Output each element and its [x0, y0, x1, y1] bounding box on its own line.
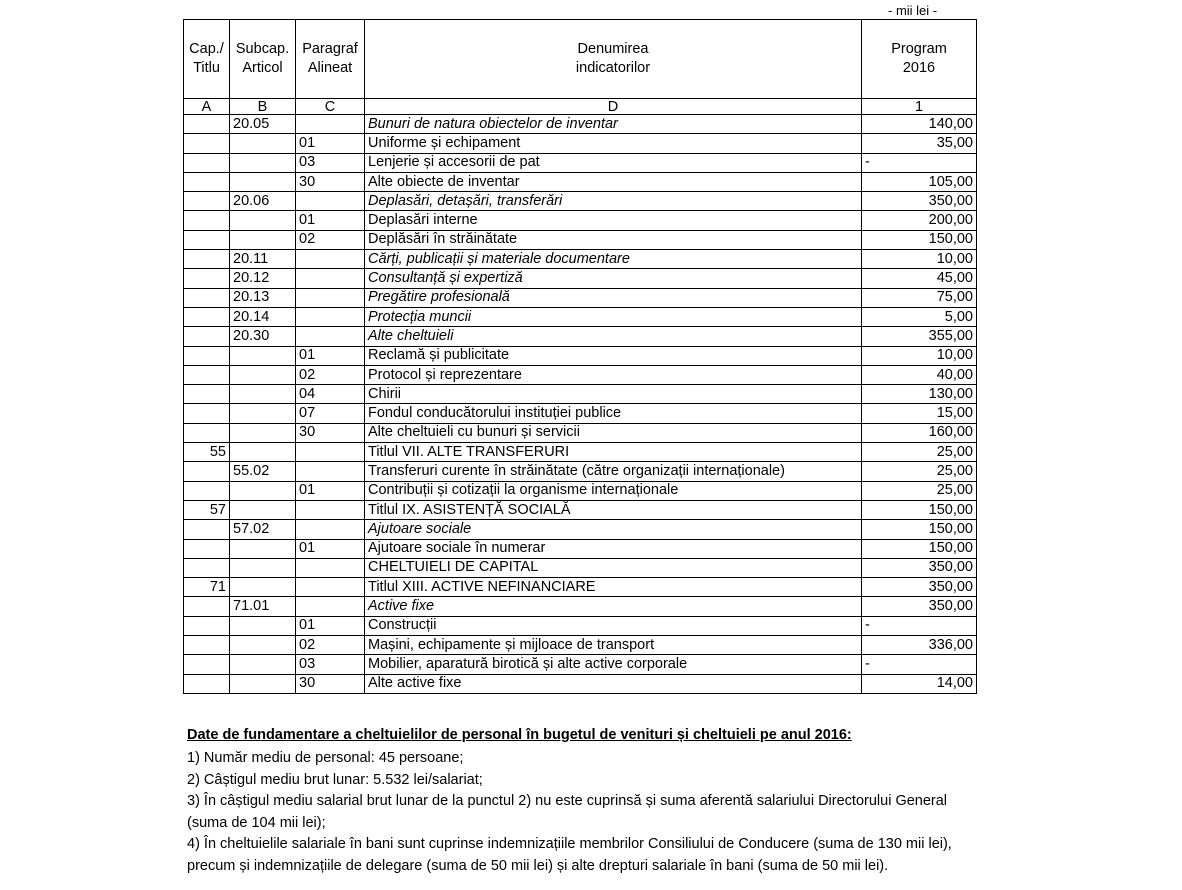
program-cell: 25,00 — [862, 481, 977, 500]
denumire-cell: Alte cheltuieli cu bunuri și servicii — [365, 423, 862, 442]
subcap-cell — [230, 134, 296, 153]
table-row — [184, 115, 977, 134]
subcap-cell — [230, 674, 296, 693]
cap-cell: 71 — [184, 578, 230, 597]
paragraf-cell: 07 — [296, 404, 365, 423]
table-row — [184, 192, 977, 211]
fundament-title: Date de fundamentare a cheltuielilor de personal în bugetul de venituri și cheltuieli pe anul 2016: — [187, 727, 852, 743]
subcap-cell: 55.02 — [230, 462, 296, 481]
table-row — [184, 288, 977, 307]
subcap-cell: 20.05 — [230, 115, 296, 134]
subcap-cell — [230, 500, 296, 519]
table-row — [184, 443, 977, 462]
paragraf-cell: 01 — [296, 539, 365, 558]
subcap-cell — [230, 153, 296, 172]
table-row — [184, 230, 977, 249]
denumire-cell: Titlul XIII. ACTIVE NEFINANCIARE — [365, 578, 862, 597]
cap-cell — [184, 462, 230, 481]
paragraf-cell — [296, 558, 365, 577]
program-cell: 350,00 — [862, 597, 977, 616]
program-cell: - — [862, 616, 977, 635]
paragraf-cell — [296, 115, 365, 134]
denumire-cell: CHELTUIELI DE CAPITAL — [365, 558, 862, 577]
program-cell: 40,00 — [862, 365, 977, 384]
program-cell: - — [862, 655, 977, 674]
cap-cell — [184, 346, 230, 365]
table-row — [184, 404, 977, 423]
table-row — [184, 520, 977, 539]
cap-cell — [184, 211, 230, 230]
subcap-cell: 20.14 — [230, 307, 296, 326]
program-cell: 336,00 — [862, 636, 977, 655]
cap-cell — [184, 539, 230, 558]
table-row — [184, 481, 977, 500]
program-cell: 14,00 — [862, 674, 977, 693]
denumire-cell: Ajutoare sociale în numerar — [365, 539, 862, 558]
denumire-cell: Bunuri de natura obiectelor de inventar — [365, 115, 862, 134]
denumire-cell: Ajutoare sociale — [365, 520, 862, 539]
denumire-cell: Deplăsări în străinătate — [365, 230, 862, 249]
cap-cell — [184, 153, 230, 172]
program-cell: 15,00 — [862, 404, 977, 423]
paragraf-cell: 30 — [296, 172, 365, 191]
subcap-cell — [230, 578, 296, 597]
program-cell: 150,00 — [862, 500, 977, 519]
paragraf-cell: 01 — [296, 346, 365, 365]
table-row — [184, 134, 977, 153]
column-letter: D — [365, 99, 862, 115]
table-row — [184, 539, 977, 558]
cap-cell — [184, 423, 230, 442]
program-cell: 75,00 — [862, 288, 977, 307]
cap-cell — [184, 115, 230, 134]
paragraf-cell — [296, 520, 365, 539]
program-cell: 350,00 — [862, 558, 977, 577]
table-row — [184, 636, 977, 655]
subcap-cell — [230, 443, 296, 462]
cap-cell — [184, 134, 230, 153]
fundament-line: 4) În cheltuielile salariale în bani sunt cuprinse indemnizațiile membrilor Consiliului de Conducere (suma de 130 mii lei), — [187, 836, 952, 852]
denumire-cell: Uniforme și echipament — [365, 134, 862, 153]
subcap-cell — [230, 211, 296, 230]
subcap-cell — [230, 481, 296, 500]
subcap-cell: 57.02 — [230, 520, 296, 539]
program-cell: 355,00 — [862, 327, 977, 346]
cap-cell — [184, 616, 230, 635]
header-paragraf: Paragraf Alineat — [296, 20, 365, 99]
header-subcap: Subcap. Articol — [230, 20, 296, 99]
denumire-cell: Construcții — [365, 616, 862, 635]
table-row — [184, 250, 977, 269]
unit-label: - mii lei - — [888, 3, 938, 18]
header-row — [184, 20, 977, 99]
cap-cell — [184, 327, 230, 346]
table-row — [184, 327, 977, 346]
table-row — [184, 153, 977, 172]
denumire-cell: Deplasări, detașări, transferări — [365, 192, 862, 211]
paragraf-cell: 04 — [296, 385, 365, 404]
program-cell: 350,00 — [862, 578, 977, 597]
paragraf-cell — [296, 578, 365, 597]
cap-cell — [184, 288, 230, 307]
table-row — [184, 307, 977, 326]
denumire-cell: Consultanță și expertiză — [365, 269, 862, 288]
cap-cell — [184, 385, 230, 404]
program-cell: 10,00 — [862, 250, 977, 269]
cap-cell — [184, 307, 230, 326]
table-row — [184, 655, 977, 674]
denumire-cell: Deplasări interne — [365, 211, 862, 230]
cap-cell — [184, 250, 230, 269]
header-denumire: Denumirea indicatorilor — [365, 20, 862, 99]
header-program: Program 2016 — [862, 20, 977, 99]
table-row — [184, 597, 977, 616]
subcap-cell — [230, 655, 296, 674]
denumire-cell: Titlul IX. ASISTENȚĂ SOCIALĂ — [365, 500, 862, 519]
program-cell: 10,00 — [862, 346, 977, 365]
budget-table — [183, 19, 977, 694]
column-letter-row — [184, 99, 977, 115]
cap-cell — [184, 636, 230, 655]
paragraf-cell — [296, 192, 365, 211]
table-row — [184, 616, 977, 635]
program-cell: 25,00 — [862, 443, 977, 462]
denumire-cell: Fondul conducătorului instituției publice — [365, 404, 862, 423]
paragraf-cell: 01 — [296, 211, 365, 230]
subcap-cell: 20.06 — [230, 192, 296, 211]
program-cell: 200,00 — [862, 211, 977, 230]
denumire-cell: Reclamă și publicitate — [365, 346, 862, 365]
denumire-cell: Titlul VII. ALTE TRANSFERURI — [365, 443, 862, 462]
subcap-cell — [230, 616, 296, 635]
denumire-cell: Mașini, echipamente și mijloace de transport — [365, 636, 862, 655]
subcap-cell — [230, 385, 296, 404]
paragraf-cell: 01 — [296, 481, 365, 500]
paragraf-cell: 01 — [296, 616, 365, 635]
table-row — [184, 385, 977, 404]
fundament-notes — [187, 748, 1067, 877]
cap-cell — [184, 172, 230, 191]
program-cell: 140,00 — [862, 115, 977, 134]
program-cell: 45,00 — [862, 269, 977, 288]
paragraf-cell: 30 — [296, 423, 365, 442]
cap-cell — [184, 404, 230, 423]
subcap-cell — [230, 346, 296, 365]
table-row — [184, 423, 977, 442]
table-row — [184, 172, 977, 191]
denumire-cell: Transferuri curente în străinătate (către organizații internaționale) — [365, 462, 862, 481]
header-cap: Cap./ Titlu — [184, 20, 230, 99]
cap-cell — [184, 597, 230, 616]
subcap-cell — [230, 636, 296, 655]
paragraf-cell — [296, 327, 365, 346]
table-row — [184, 211, 977, 230]
program-cell: 150,00 — [862, 230, 977, 249]
cap-cell — [184, 481, 230, 500]
cap-cell — [184, 269, 230, 288]
fundament-line: precum și indemnizațiile de delegare (suma de 50 mii lei) și alte drepturi salariale în bani (suma de 50 mii lei). — [187, 857, 889, 874]
program-cell: 350,00 — [862, 192, 977, 211]
paragraf-cell — [296, 269, 365, 288]
subcap-cell: 20.30 — [230, 327, 296, 346]
subcap-cell — [230, 423, 296, 442]
column-letter: A — [184, 99, 230, 115]
paragraf-cell: 03 — [296, 655, 365, 674]
table-row — [184, 346, 977, 365]
subcap-cell — [230, 365, 296, 384]
subcap-cell — [230, 539, 296, 558]
program-cell: 105,00 — [862, 172, 977, 191]
paragraf-cell: 30 — [296, 674, 365, 693]
denumire-cell: Mobilier, aparatură birotică și alte active corporale — [365, 655, 862, 674]
cap-cell — [184, 558, 230, 577]
fundament-line: (suma de 104 mii lei); — [187, 814, 326, 831]
denumire-cell: Active fixe — [365, 597, 862, 616]
cap-cell — [184, 230, 230, 249]
column-letter: C — [296, 99, 365, 115]
program-cell: - — [862, 153, 977, 172]
cap-cell: 55 — [184, 443, 230, 462]
paragraf-cell: 03 — [296, 153, 365, 172]
paragraf-cell — [296, 500, 365, 519]
subcap-cell: 71.01 — [230, 597, 296, 616]
subcap-cell — [230, 404, 296, 423]
program-cell: 130,00 — [862, 385, 977, 404]
program-cell: 25,00 — [862, 462, 977, 481]
fundament-line: 1) Număr mediu de personal: 45 persoane; — [187, 750, 464, 766]
table-row — [184, 674, 977, 693]
subcap-cell — [230, 230, 296, 249]
cap-cell — [184, 365, 230, 384]
paragraf-cell — [296, 443, 365, 462]
subcap-cell — [230, 172, 296, 191]
subcap-cell: 20.11 — [230, 250, 296, 269]
table-body — [184, 115, 977, 694]
fundament-line: 3) În câștigul mediu salarial brut lunar de la punctul 2) nu este cuprinsă și suma aferentă salariului Directorului General — [187, 793, 948, 809]
paragraf-cell — [296, 462, 365, 481]
paragraf-cell: 02 — [296, 365, 365, 384]
denumire-cell: Protocol și reprezentare — [365, 365, 862, 384]
column-letter: 1 — [862, 99, 977, 115]
denumire-cell: Alte obiecte de inventar — [365, 172, 862, 191]
program-cell: 35,00 — [862, 134, 977, 153]
paragraf-cell: 02 — [296, 636, 365, 655]
denumire-cell: Alte active fixe — [365, 674, 862, 693]
program-cell: 5,00 — [862, 307, 977, 326]
table-row — [184, 558, 977, 577]
paragraf-cell — [296, 597, 365, 616]
denumire-cell: Cărți, publicații și materiale documentare — [365, 250, 862, 269]
table-row — [184, 500, 977, 519]
cap-cell — [184, 520, 230, 539]
program-cell: 150,00 — [862, 520, 977, 539]
denumire-cell: Chirii — [365, 385, 862, 404]
cap-cell: 57 — [184, 500, 230, 519]
subcap-cell — [230, 558, 296, 577]
paragraf-cell — [296, 250, 365, 269]
subcap-cell: 20.13 — [230, 288, 296, 307]
denumire-cell: Protecția muncii — [365, 307, 862, 326]
table-row — [184, 269, 977, 288]
denumire-cell: Lenjerie și accesorii de pat — [365, 153, 862, 172]
paragraf-cell — [296, 307, 365, 326]
paragraf-cell: 02 — [296, 230, 365, 249]
table-row — [184, 462, 977, 481]
cap-cell — [184, 192, 230, 211]
fundament-line: 2) Câștigul mediu brut lunar: 5.532 lei/salariat; — [187, 771, 483, 788]
denumire-cell: Pregătire profesională — [365, 288, 862, 307]
paragraf-cell: 01 — [296, 134, 365, 153]
denumire-cell: Contribuții și cotizații la organisme internaționale — [365, 481, 862, 500]
table-row — [184, 578, 977, 597]
table-row — [184, 365, 977, 384]
paragraf-cell — [296, 288, 365, 307]
denumire-cell: Alte cheltuieli — [365, 327, 862, 346]
program-cell: 160,00 — [862, 423, 977, 442]
program-cell: 150,00 — [862, 539, 977, 558]
subcap-cell: 20.12 — [230, 269, 296, 288]
cap-cell — [184, 674, 230, 693]
cap-cell — [184, 655, 230, 674]
column-letter: B — [230, 99, 296, 115]
